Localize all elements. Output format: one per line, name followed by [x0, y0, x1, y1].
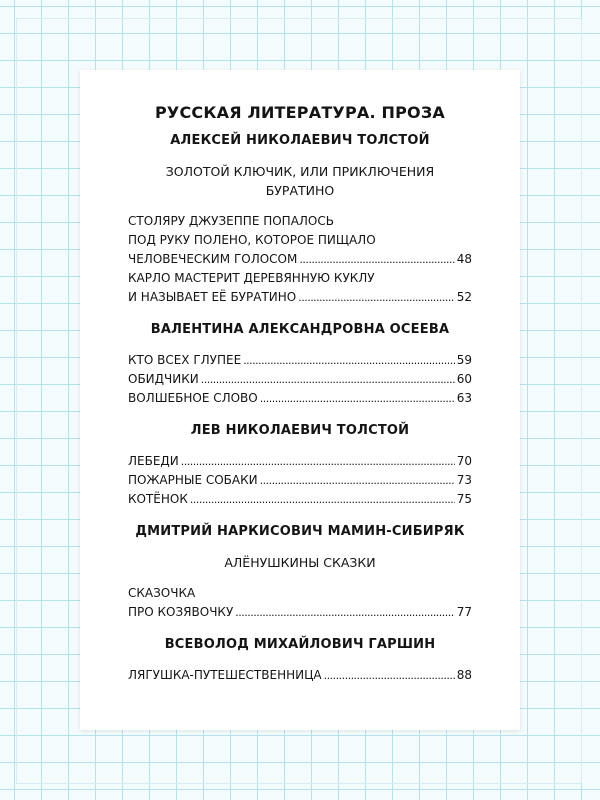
entry-title-line: ОБИДЧИКИ [128, 372, 199, 386]
section-tolstoy-a [128, 132, 472, 307]
author-heading: АЛЕКСЕЙ НИКОЛАЕВИЧ ТОЛСТОЙ [170, 133, 430, 148]
toc-entry[interactable] [128, 471, 472, 490]
toc-entry[interactable] [128, 584, 472, 622]
book-page [80, 70, 520, 730]
work-title [128, 162, 472, 200]
entry-title-line: КОТЁНОК [128, 492, 188, 506]
section-mamin-sibiryak [128, 523, 472, 622]
entry-title-line: ВОЛШЕБНОЕ СЛОВО [128, 391, 258, 405]
author-heading: ДМИТРИЙ НАРКИСОВИЧ МАМИН-СИБИРЯК [135, 524, 465, 539]
author-heading: ЛЕВ НИКОЛАЕВИЧ ТОЛСТОЙ [190, 423, 410, 438]
toc-entries [128, 666, 472, 685]
dot-leader [181, 452, 455, 471]
toc-entries [128, 351, 472, 408]
dot-leader [243, 351, 455, 370]
work-title-line: ЗОЛОТОЙ КЛЮЧИК, ИЛИ ПРИКЛЮЧЕНИЯ [165, 164, 435, 179]
work-title [128, 553, 472, 572]
page-number: 75 [456, 492, 472, 506]
dot-leader [190, 490, 455, 509]
page-number: 60 [456, 372, 472, 386]
toc-entry[interactable] [128, 666, 472, 685]
section-oseeva [128, 321, 472, 408]
toc-entry[interactable] [128, 389, 472, 408]
dot-leader [298, 288, 455, 307]
entry-title-line: ЛЯГУШКА-ПУТЕШЕСТВЕННИЦА [128, 668, 322, 682]
entry-title-line: И НАЗЫВАЕТ ЕЁ БУРАТИНО [128, 290, 297, 304]
entry-title-line: ПОД РУКУ ПОЛЕНО, КОТОРОЕ ПИЩАЛО [128, 233, 376, 247]
entry-title-line: ЛЕБЕДИ [128, 454, 179, 468]
entry-title-line: СКАЗОЧКА [128, 586, 196, 600]
page-title: РУССКАЯ ЛИТЕРАТУРА. ПРОЗА [154, 103, 445, 122]
dot-leader [260, 389, 455, 408]
page-number: 63 [456, 391, 472, 405]
toc-entry[interactable] [128, 212, 472, 269]
dot-leader [201, 370, 455, 389]
toc-entry[interactable] [128, 490, 472, 509]
toc-entry[interactable] [128, 269, 472, 307]
toc-entry[interactable] [128, 351, 472, 370]
work-title-line: АЛЁНУШКИНЫ СКАЗКИ [224, 555, 376, 570]
dot-leader [260, 471, 455, 490]
section-tolstoy-l [128, 422, 472, 509]
entry-title-line: ЧЕЛОВЕЧЕСКИМ ГОЛОСОМ [128, 252, 298, 266]
toc-entries [128, 212, 472, 307]
entry-title-line: СТОЛЯРУ ДЖУЗЕППЕ ПОПАЛОСЬ [128, 214, 334, 228]
section-garshin [128, 636, 472, 685]
toc-entry[interactable] [128, 452, 472, 471]
page-number: 70 [456, 454, 472, 468]
page-number: 52 [456, 290, 472, 304]
entry-title-line: ПОЖАРНЫЕ СОБАКИ [128, 473, 258, 487]
page-number: 48 [456, 252, 472, 266]
dot-leader [324, 666, 455, 685]
page-number: 59 [456, 353, 472, 367]
toc-entries [128, 584, 472, 622]
page-number: 88 [456, 668, 472, 682]
work-title-line: БУРАТИНО [265, 183, 335, 198]
toc-entry[interactable] [128, 370, 472, 389]
entry-title-line: КАРЛО МАСТЕРИТ ДЕРЕВЯННУЮ КУКЛУ [128, 271, 375, 285]
page-number: 77 [456, 605, 472, 619]
dot-leader [235, 603, 454, 622]
dot-leader [299, 250, 454, 269]
author-heading: ВСЕВОЛОД МИХАЙЛОВИЧ ГАРШИН [164, 637, 436, 652]
toc-entries [128, 452, 472, 509]
page-number: 73 [456, 473, 472, 487]
entry-title-line: КТО ВСЕХ ГЛУПЕЕ [128, 353, 242, 367]
entry-title-line: ПРО КОЗЯВОЧКУ [128, 605, 234, 619]
author-heading: ВАЛЕНТИНА АЛЕКСАНДРОВНА ОСЕЕВА [150, 322, 450, 337]
